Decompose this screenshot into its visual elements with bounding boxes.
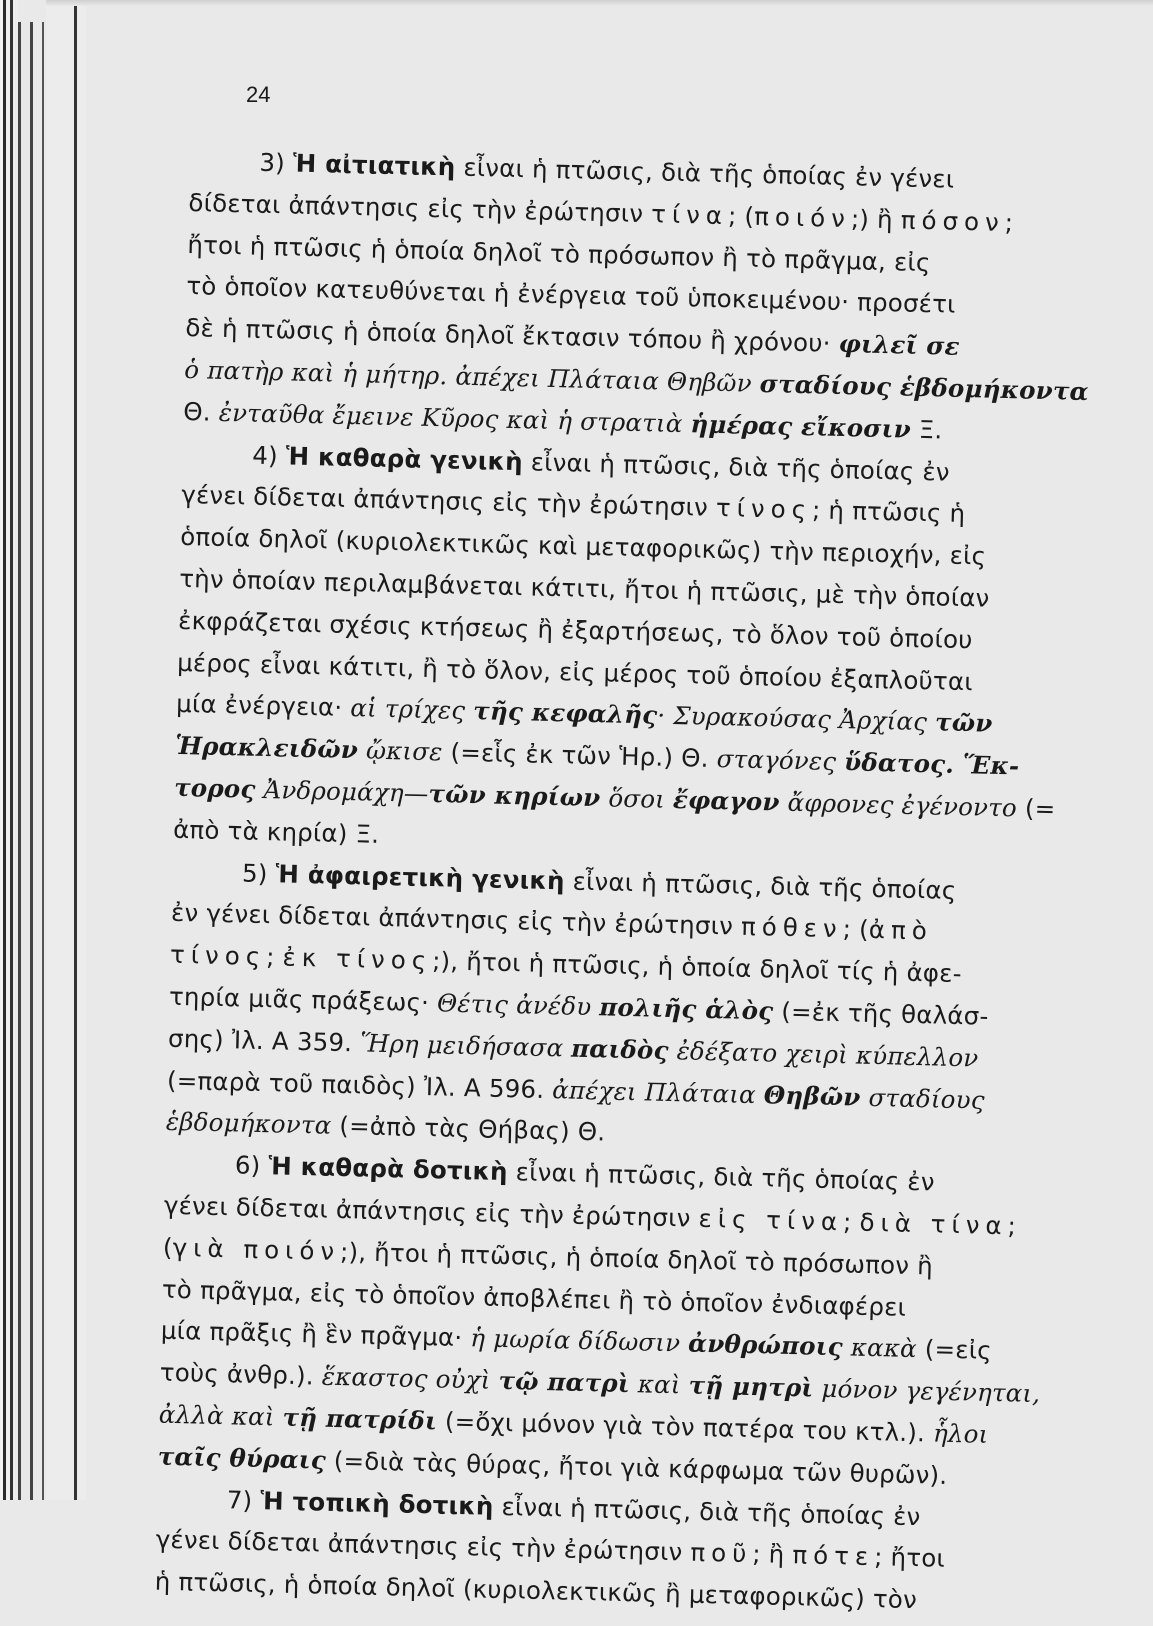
text-segment: ὁποία δηλοῖ (κυριολεκτικῶς καὶ μεταφορικῶς) τὴν περιοχήν, εἰς: [179, 522, 987, 571]
text-segment: Θ.: [183, 396, 220, 427]
text-segment: δίδεται ἀπάντησις εἰς τὴν ἐρώτησιν: [188, 187, 652, 229]
text-segment: ;: [842, 1207, 860, 1237]
text-segment-sp: τίνα: [650, 199, 729, 230]
book-edge-inner: [46, 0, 86, 1500]
text-segment-i: ἑβδομήκοντα: [165, 1107, 340, 1141]
text-segment-sp: τίνος: [169, 939, 267, 972]
text-segment: ἐν γένει δίδεται ἀπάντησις εἰς τὴν ἐρώτησιν: [170, 898, 742, 942]
text-segment: ἐκφράζεται σχέσις κτήσεως ἢ ἐξαρτήσεως, τὸ ὅλον τοῦ ὁποίου: [177, 605, 973, 655]
text-segment: ; (: [842, 914, 870, 945]
text-segment: εἶναι ἡ πτῶσις, διὰ τῆς ὁποίας ἐν: [493, 1491, 921, 1531]
text-segment: (=παρὰ τοῦ παιδὸς) Ἰλ. Α 596.: [166, 1065, 553, 1104]
page-top-shadow: [46, 0, 1153, 6]
text-segment: γένει δίδεται ἀπάντησις εἰς τὴν ἐρώτησιν: [155, 1524, 691, 1567]
text-segment: τὴν ὁποίαν περιλαμβάνεται κάτιτι, ἤτοι ἡ πτῶσις, μὲ τὴν ὁποίαν: [178, 563, 990, 613]
text-segment: (=εἰς: [924, 1334, 993, 1366]
text-segment: (=: [1024, 793, 1056, 824]
text-segment-i: Ἀνδρομάχη—: [255, 774, 429, 808]
text-segment: 6): [234, 1150, 269, 1181]
body-text: [154, 140, 1139, 1626]
text-segment-sp: πότε: [792, 1540, 875, 1572]
text-segment: Ξ.: [910, 414, 943, 445]
text-segment: (=εἷς ἐκ τῶν Ἡρ.) Θ.: [450, 737, 718, 774]
text-segment-bi: σταδίους ἑβδομήκοντα: [759, 368, 1090, 407]
text-segment-sp: ποῦ: [690, 1537, 753, 1569]
text-segment: ; ἢ: [751, 1539, 793, 1570]
text-segment: ; ἡ πτῶσις ἡ: [811, 495, 966, 529]
text-segment-bi: Θηβῶν: [763, 1079, 861, 1112]
text-segment-i: Ἥρη μειδήσασα: [359, 1028, 572, 1063]
text-segment: ἀπὸ τὰ κηρία) Ξ.: [172, 814, 380, 849]
text-segment-sp: ἀπὸ: [868, 915, 934, 946]
text-segment-i: σταγόνες: [716, 744, 845, 777]
text-segment-bi: τῶν κηρίων: [428, 778, 601, 813]
text-segment-i: ἄφρονες ἐγένοντο: [779, 787, 1026, 823]
text-segment: ;: [1004, 207, 1014, 237]
text-segment-bi: τορος: [173, 772, 256, 804]
text-segment: μία πρᾶξις ἢ ἓν πρᾶγμα·: [160, 1315, 471, 1353]
text-segment-sp: γιὰ ποιόν: [172, 1232, 341, 1266]
text-segment: εἶναι ἡ πτῶσις, διὰ τῆς ὁποίας: [564, 865, 957, 905]
text-segment-bi: Ἡρακλειδῶν: [174, 730, 359, 765]
text-segment-i: κακὰ: [842, 1332, 926, 1364]
text-segment-b: Ἡ ἀφαιρετικὴ γενικὴ: [275, 858, 566, 895]
text-segment-bi: ἔφαγον: [672, 784, 780, 817]
text-segment-i: ἀπέχει Πλάταια: [551, 1074, 765, 1109]
text-segment-i: ἀλλὰ καὶ: [158, 1399, 283, 1432]
text-segment: ; (: [727, 200, 755, 231]
text-segment-bi: τῷ πατρὶ: [498, 1366, 631, 1399]
text-segment: (=ἀπὸ τὰς Θήβας) Θ.: [339, 1111, 606, 1147]
text-segment: (=ἐκ τῆς θαλάσ-: [773, 996, 989, 1031]
text-segment: δὲ ἡ πτῶσις ἡ ὁποία δηλοῖ ἔκτασιν τόπου ἢ χρόνου·: [185, 313, 840, 359]
page-number: 24: [246, 82, 271, 107]
text-segment: εἶναι ἡ πτῶσις, διὰ τῆς ὁποίας ἐν: [522, 446, 951, 487]
text-segment-b: Ἡ καθαρὰ γενικὴ: [285, 441, 524, 476]
text-segment: τοὺς ἀνθρ.).: [159, 1357, 323, 1391]
text-segment-i: ἐνταῦθα ἔμεινε Κῦρος καὶ ἡ στρατιὰ: [218, 397, 691, 439]
text-segment: ;: [1007, 1211, 1017, 1241]
text-segment: 7): [226, 1484, 261, 1515]
text-segment-bi: ὕδατος. Ἕκ-: [843, 747, 1020, 781]
text-segment: τὸ πρᾶγμα, εἰς τὸ ὁποῖον ἀποβλέπει ἢ τὸ ὁποῖον ἐνδιαφέρει: [161, 1274, 907, 1322]
text-segment: ἡ πτῶσις, ἡ ὁποία δηλοῖ (κυριολεκτικῶς ἢ μεταφορικῶς) τὸν: [154, 1566, 918, 1615]
text-segment: γένει δίδεται ἀπάντησις εἰς τὴν ἐρώτησιν: [163, 1190, 699, 1233]
text-segment-sp: ἐκ τίνος: [282, 942, 433, 976]
text-segment-i: ἕκαστος οὐχὶ: [321, 1361, 499, 1396]
text-segment: ;) ἢ: [850, 203, 902, 235]
text-segment-sp: πόσον: [900, 205, 1006, 237]
text-segment-i: ᾤκισε: [357, 735, 451, 767]
text-segment-sp: τίνος: [715, 493, 813, 525]
text-segment-sp: εἰς τίνα: [698, 1203, 844, 1237]
text-segment-bi: τῇ μητρὶ: [688, 1370, 814, 1403]
text-segment-i: Θέτις ἀνέδυ: [436, 988, 600, 1022]
text-segment-bi: πολιῆς ἁλὸς: [599, 992, 774, 1026]
text-segment: τηρία μιᾶς πράξεως·: [168, 981, 438, 1018]
text-segment: (=ὄχι μόνον γιὰ τὸν πατέρα του κτλ.).: [436, 1406, 934, 1448]
text-segment-bi: ταῖς θύραις: [157, 1441, 327, 1475]
text-segment: σης) Ἰλ. Α 359.: [167, 1023, 361, 1058]
text-segment-bi: τῶν: [934, 707, 993, 739]
text-segment: εἶναι ἡ πτῶσις, διὰ τῆς ὁποίας ἐν γένει: [455, 152, 955, 194]
text-segment-i: ὅσοι: [600, 783, 674, 814]
text-segment-bi: τῇ πατρίδι: [282, 1402, 438, 1436]
text-segment-b: Ἡ αἰτιατικὴ: [292, 148, 456, 182]
book-edge-pages: [18, 22, 46, 1500]
text-segment-i: ἧλοι: [932, 1418, 989, 1449]
text-segment-i: ἐδέξατο χειρὶ κύπελλον: [668, 1035, 979, 1073]
text-segment-sp: ποιόν: [753, 201, 852, 233]
text-segment-bi: παιδὸς: [570, 1033, 670, 1065]
text-segment: τὸ ὁποῖον κατευθύνεται ἡ ἐνέργεια τοῦ ὑποκειμένου· προσέτι: [186, 271, 956, 320]
text-segment: ;), ἤτοι ἡ πτῶσις, ἡ ὁποία δηλοῖ τίς ἡ ἀφε-: [431, 946, 963, 989]
text-segment-i: μόνον γεγένηται,: [813, 1373, 1041, 1409]
text-segment-bi: τῆς κεφαλῆς: [472, 696, 658, 730]
text-segment-b: Ἡ καθαρὰ δοτικὴ: [268, 1151, 509, 1187]
text-segment-i: ἡ μωρία δίδωσιν: [469, 1323, 689, 1358]
text-segment: ; ἤτοι: [873, 1542, 946, 1574]
text-segment-b: Ἡ τοπικὴ δοτικὴ: [259, 1485, 494, 1521]
text-segment: (: [162, 1232, 174, 1262]
text-segment-i: καὶ: [629, 1369, 690, 1400]
text-segment-bi: φιλεῖ σε: [838, 329, 961, 362]
text-segment-i: ὁ πατὴρ καὶ ἡ μήτηρ. ἀπέχει Πλάταια Θηβῶν: [184, 354, 761, 398]
text-segment-bi: ἡμέρας εἴκοσιν: [690, 409, 912, 444]
text-segment-bi: ἀνθρώποις: [687, 1328, 844, 1362]
text-segment-i: · Συρακούσας Ἀρχίας: [656, 700, 936, 737]
text-segment: ;), ἤτοι ἡ πτῶσις, ἡ ὁποία δηλοῖ τὸ πρόσωπον ἢ: [339, 1236, 934, 1281]
text-segment: ἤτοι ἡ πτῶσις ἡ ὁποία δηλοῖ τὸ πρόσωπον ἢ τὸ πρᾶγμα, εἰς: [187, 229, 931, 277]
text-segment: 4): [251, 440, 287, 471]
text-segment-sp: διὰ τίνα: [859, 1207, 1008, 1241]
text-segment: 5): [241, 858, 277, 888]
text-segment: γένει δίδεται ἀπάντησις εἰς τὴν ἐρώτησιν: [180, 480, 717, 523]
text-segment: μέρος εἶναι κάτιτι, ἢ τὸ ὅλον, εἰς μέρος τοῦ ὁποίου ἐξαπλοῦται: [176, 647, 974, 696]
text-segment: (=διὰ τὰς θύρας, ἤτοι γιὰ κάρφωμα τῶν θυρῶν).: [325, 1445, 948, 1490]
text-segment: εἶναι ἡ πτῶσις, διὰ τῆς ὁποίας ἐν: [507, 1157, 936, 1197]
text-segment-sp: πόθεν: [740, 912, 844, 944]
text-segment: ;: [265, 942, 283, 972]
book-edge-left: [0, 0, 18, 1500]
text-segment-i: σταδίους: [860, 1082, 986, 1115]
text-segment: μία ἐνέργεια·: [175, 689, 351, 723]
text-segment-i: αἱ τρίχες: [349, 693, 474, 726]
text-segment: 3): [259, 147, 294, 178]
